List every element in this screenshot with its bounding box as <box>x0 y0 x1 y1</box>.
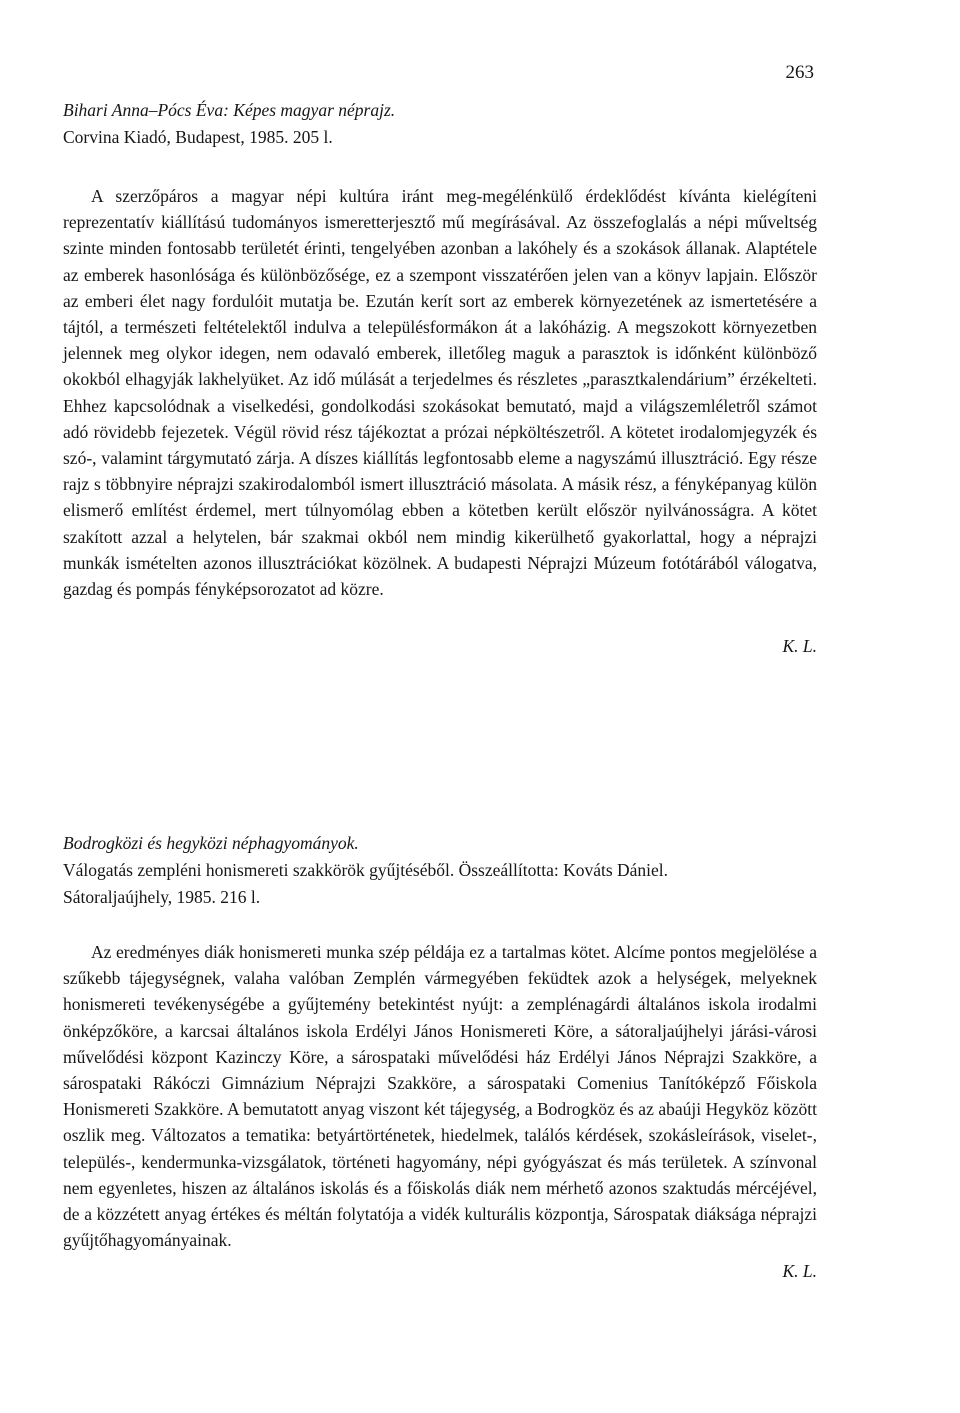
review-bodrogkozi <box>63 830 817 1282</box>
review-body: A szerzőpáros a magyar népi kultúra iránt meg-megélénkülő érdeklődést kívánta kielégíteni reprezentatív kiállítású tudományos ismeretterjesztő mű megírásával. Az összefoglalás a népi műveltség szinte minden fontosabb területét érinti, tengelyében azonban a lakóhely és a szokások állanak. Alaptétele az emberek hasonlósága és különbözősége, ez a szempont visszatérően jelen van a könyv lapjain. Először az emberi élet nagy fordulóit mutatja be. Ezután kerít sort az emberek környezetének az ismertetésére a tájtól, a természeti feltételektől indulva a településformákon át a lakóházig. A megszokott környezetben jelennek meg olykor idegen, nem odavaló emberek, illetőleg maguk a parasztok is időnként különböző okokból elhagyják lakhelyüket. Az idő múlását a terjedelmes és részletes „parasztkalendárium” érzékelteti. Ehhez kapcsolódnak a viselkedési, gondolkodási szokásokat bemutató, majd a világszemléletről számot adó rövidebb fejezetek. Végül rövid rész tájékoztat a prózai népköltészetről. A kötetet irodalomjegyzék és szó-, valamint tárgymutató zárja. A díszes kiállítás legfontosabb eleme a nagyszámú illusztráció. Egy része rajz s többnyire néprajzi szakirodalomból ismert illusztráció másolata. A másik rész, a fényképanyag külön elismerő említést érdemel, mert túlnyomólag ebben a kötetben került először nyilvánosságra. A kötet szakított azzal a helytelen, bár szakmai okból nem mindig kikerülhető gyakorlattal, hogy a néprajzi munkák ismételten azonos illusztrációkat közölnek. A budapesti Néprajzi Múzeum fotótárából válogatva, gazdag és pompás fényképsorozatot ad közre. <box>63 186 817 600</box>
publication-info: Válogatás zempléni honismereti szakkörök gyűjtéséből. Összeállította: Kováts Dániel. <box>63 860 669 880</box>
publication-info: Corvina Kiadó, Budapest, 1985. 205 l. <box>63 127 333 147</box>
citation <box>63 830 817 911</box>
book-title: Bihari Anna–Pócs Éva: Képes magyar néprajz. <box>63 100 396 120</box>
citation <box>63 97 817 151</box>
review-body: Az eredményes diák honismereti munka szép példája ez a tartalmas kötet. Alcíme pontos megjelölése a szűkebb tájegységnek, valaha valóban Zemplén vármegyében feküdtek azok a helységek, melyeknek honismereti tevékenységébe a gyűjtemény betekintést nyújt: a zemplénagárdi általános iskola irodalmi önképzőköre, a karcsai általános iskola Erdélyi János Honismereti Köre, a sátoraljaújhelyi járási-városi művelődési központ Kazinczy Köre, a sárospataki művelődési ház Erdélyi János Néprajzi Szakköre, a sárospataki Rákóczi Gimnázium Néprajzi Szakköre, a sárospataki Comenius Tanítóképző Főiskola Honismereti Szakköre. A bemutatott anyag viszont két tájegység, a Bodrogköz és az abaúji Hegyköz között oszlik meg. Változatos a tematika: betyártörténetek, hiedelmek, találós kérdések, szokásleírások, viselet-, település-, kendermunka-vizsgálatok, történeti hagyomány, népi gyógyászat és más területek. A színvonal nem egyenletes, hiszen az általános iskolás és a főiskolás diák nem mérhető azonos szaktudás mércéjével, de a közzétett anyag értékes és méltán folytatója a vidék kulturális központja, Sárospatak diáksága néprajzi gyűjtőhagyományainak. <box>63 942 817 1251</box>
reviewer-signature: K. L. <box>782 1261 817 1282</box>
review-bihari-pocs <box>63 97 817 657</box>
page-number: 263 <box>785 62 814 83</box>
reviewer-signature: K. L. <box>782 636 817 657</box>
book-title: Bodrogközi és hegyközi néphagyományok. <box>63 833 359 853</box>
publication-place-year: Sátoraljaújhely, 1985. 216 l. <box>63 887 261 907</box>
